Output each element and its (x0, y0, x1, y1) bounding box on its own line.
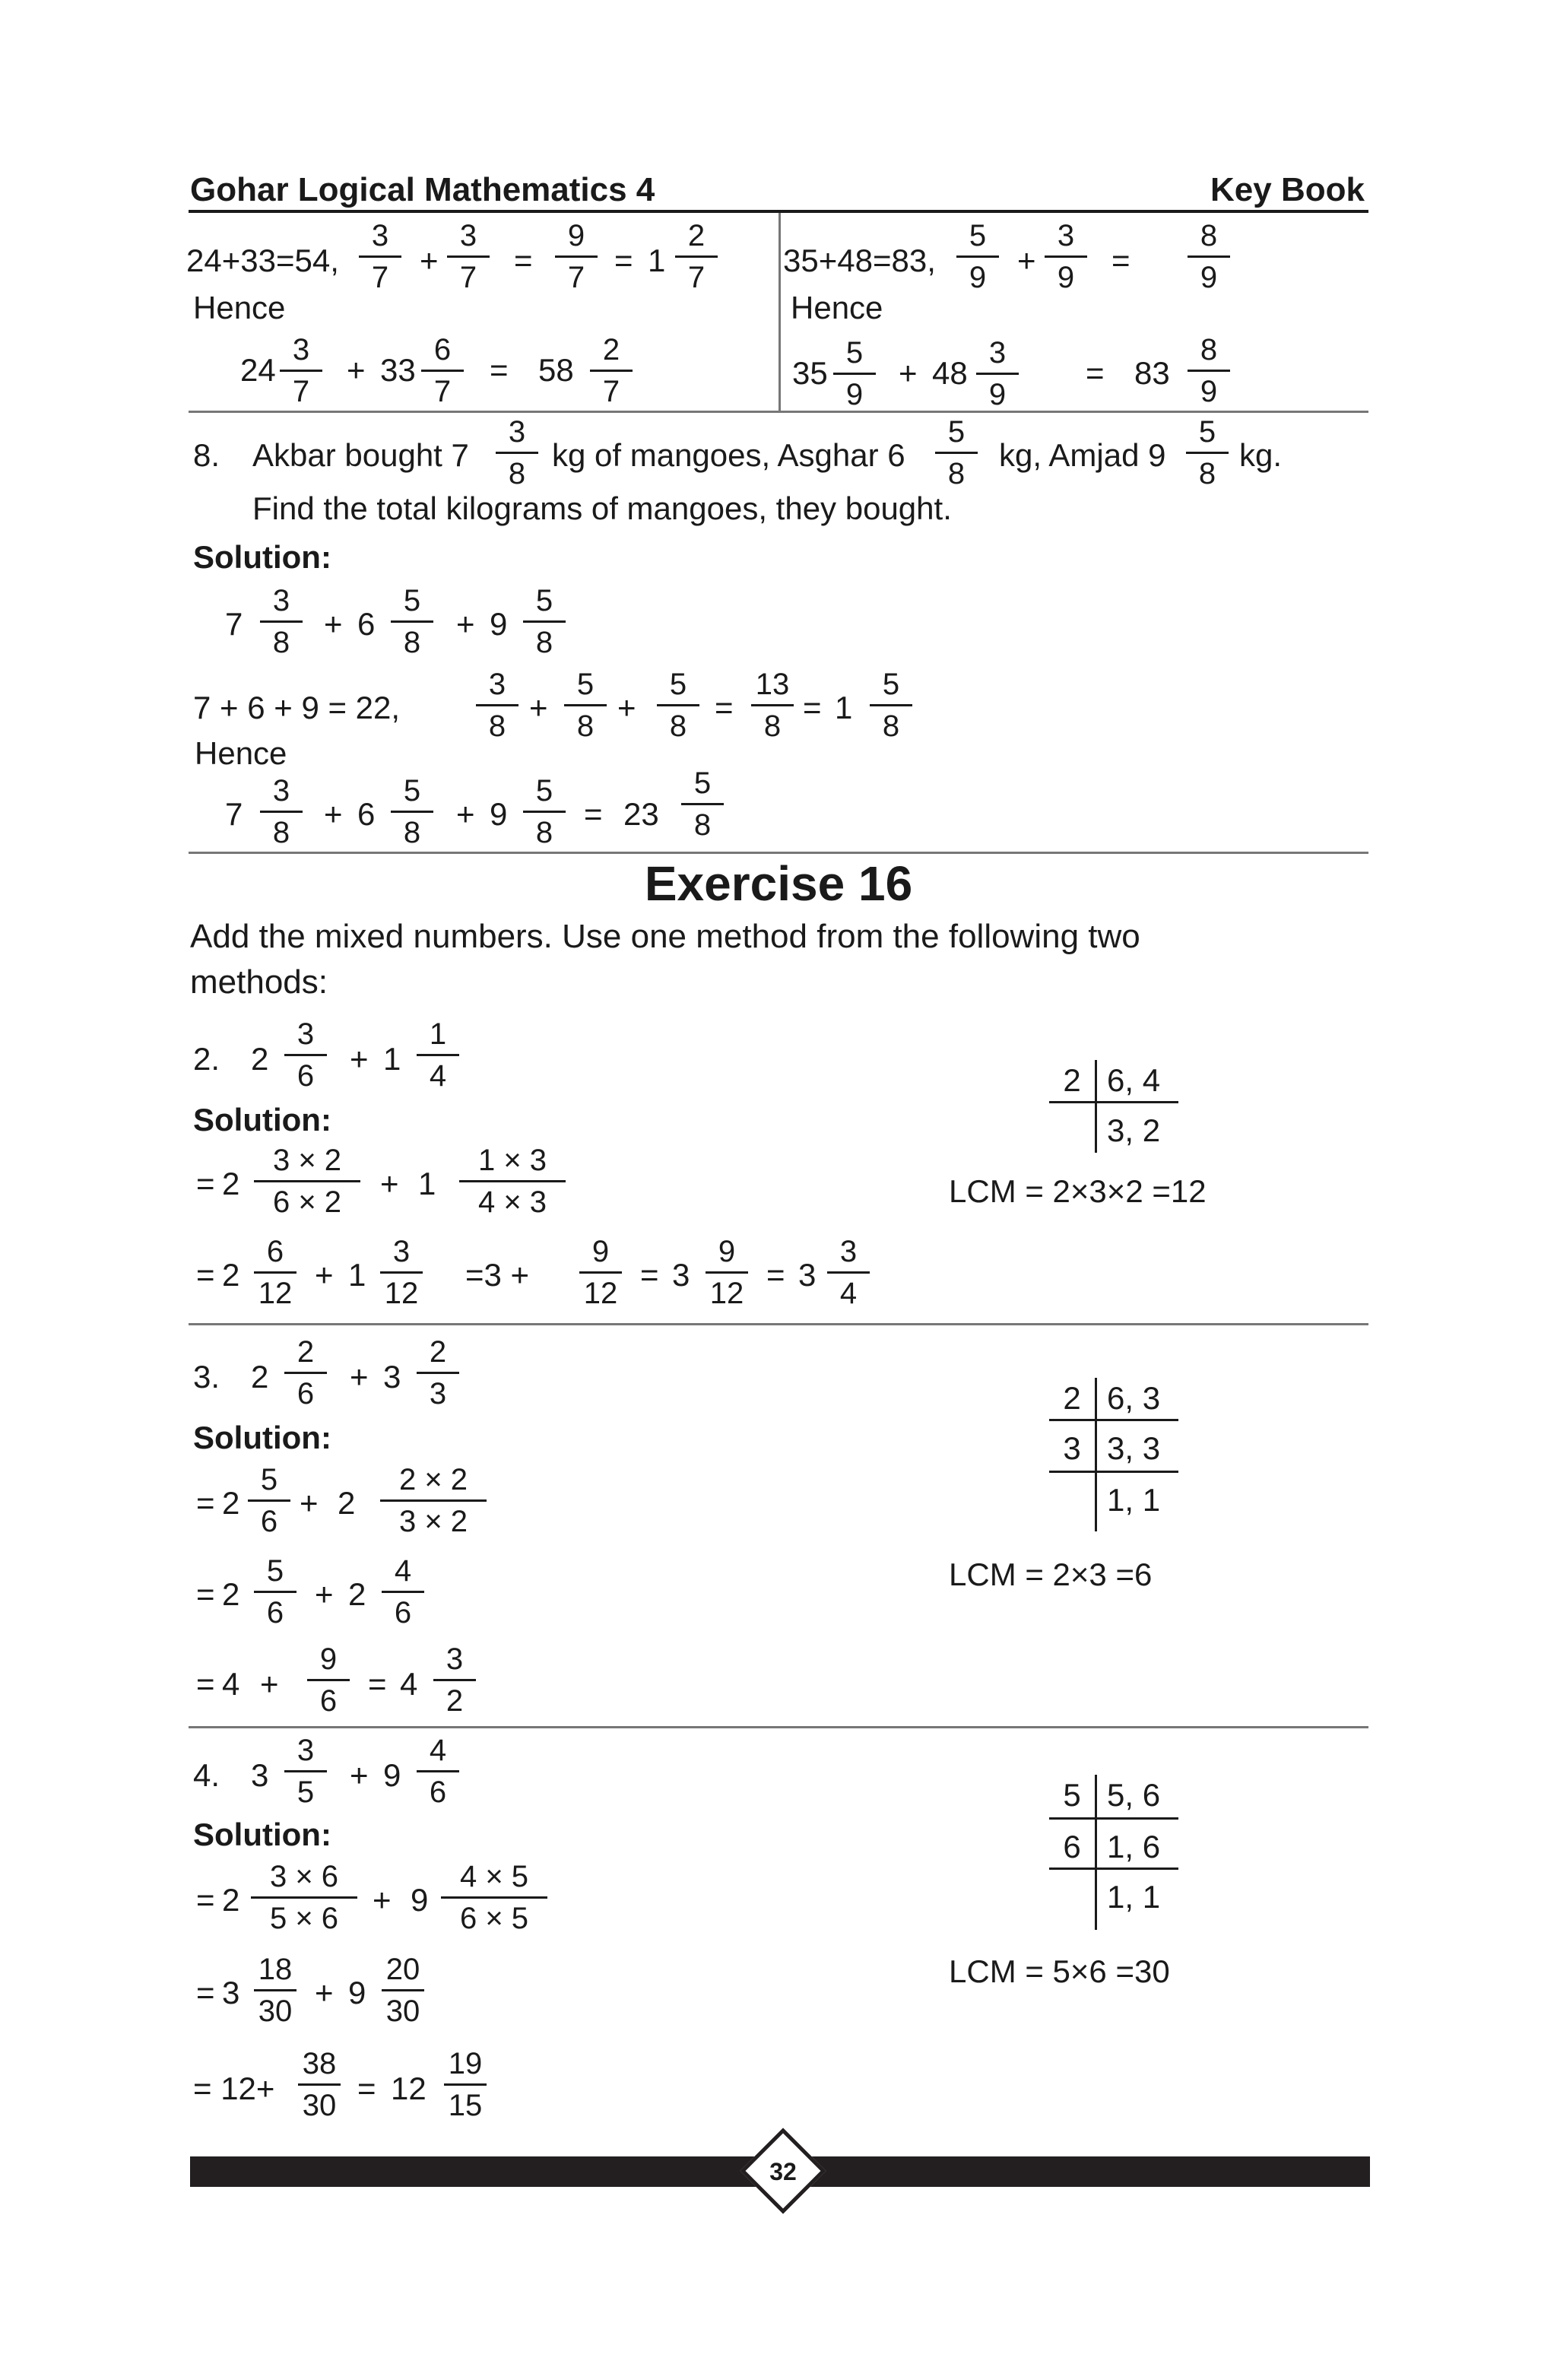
fraction: 5 9 (833, 338, 876, 410)
lcm-result: LCM = 2×3×2 =12 (949, 1173, 1207, 1209)
lcm-result: LCM = 5×6 =30 (949, 1953, 1170, 1989)
fraction: 5 8 (681, 768, 724, 840)
exercise-intro: methods: (190, 963, 328, 1001)
lcm-values: 1, 1 (1107, 1879, 1161, 1915)
equals: = (584, 796, 603, 832)
plus: + (456, 796, 475, 832)
lcm-divisor: 5 (1063, 1777, 1081, 1813)
step-text: =3 + (465, 1257, 530, 1293)
whole: 2 (222, 1576, 240, 1612)
equals: = (715, 690, 734, 725)
lcm-divisor: 2 (1063, 1380, 1081, 1416)
whole: 33 (380, 352, 416, 388)
whole: 83 (1134, 355, 1170, 391)
lcm-divisor: 6 (1063, 1829, 1081, 1864)
whole: 1 (835, 690, 853, 725)
plus: + (380, 1166, 399, 1201)
lcm-rule (1049, 1101, 1178, 1103)
plus: + (420, 243, 439, 278)
fraction: 3 8 (496, 417, 538, 489)
lcm-values: 3, 2 (1107, 1112, 1161, 1148)
key-book-label: Key Book (1210, 171, 1365, 208)
fraction: 19 15 (444, 2048, 487, 2121)
lcm-rule (1049, 1817, 1178, 1820)
whole: 9 (411, 1882, 429, 1918)
equals: = (1111, 243, 1130, 278)
fraction: 3 2 (433, 1644, 476, 1716)
plus: + (373, 1882, 392, 1918)
q8-text: kg, Amjad 9 (999, 437, 1166, 473)
lcm-values: 1, 6 (1107, 1829, 1161, 1864)
equals: = (196, 1576, 215, 1612)
section-rule (189, 1726, 1368, 1728)
fraction: 3 × 2 6 × 2 (254, 1145, 360, 1217)
tl-sum: 24+33=54, (186, 243, 339, 278)
equals: = (196, 1166, 215, 1201)
plus: + (300, 1485, 319, 1521)
lcm-values: 5, 6 (1107, 1777, 1161, 1813)
plus: + (347, 352, 366, 388)
plus: + (350, 1359, 369, 1395)
fraction: 5 8 (935, 417, 978, 489)
lcm-rule (1049, 1868, 1178, 1870)
plus: + (529, 690, 548, 725)
plus: + (315, 1975, 334, 2010)
fraction: 5 8 (523, 776, 566, 848)
fraction: 3 4 (827, 1236, 870, 1309)
fraction: 5 9 (956, 221, 999, 293)
question-number: 3. (193, 1359, 220, 1395)
equals: = (640, 1257, 659, 1293)
whole: 7 (225, 796, 243, 832)
whole: 2 (251, 1041, 269, 1077)
whole: 3 (251, 1757, 269, 1793)
equals: = (1086, 355, 1105, 391)
plus: + (324, 606, 343, 642)
fraction: 1 × 3 4 × 3 (459, 1145, 566, 1217)
whole: 2 (251, 1359, 269, 1395)
plus: + (350, 1757, 369, 1793)
exercise-intro: Add the mixed numbers. Use one method from the following two (190, 918, 1140, 955)
lcm-rule (1095, 1378, 1097, 1531)
fraction: 1 4 (417, 1019, 459, 1091)
fraction: 8 9 (1188, 221, 1230, 293)
fraction: 18 30 (254, 1954, 296, 2026)
lcm-values: 1, 1 (1107, 1482, 1161, 1518)
whole: 23 (623, 796, 659, 832)
fraction: 5 8 (870, 669, 912, 741)
plus: + (617, 690, 636, 725)
lcm-rule (1095, 1775, 1097, 1930)
equals: = (357, 2071, 376, 2106)
column-divider (778, 213, 781, 411)
lcm-result: LCM = 2×3 =6 (949, 1557, 1153, 1592)
page-number: 32 (769, 2158, 797, 2185)
fraction: 9 7 (555, 221, 598, 293)
whole: 3 (383, 1359, 401, 1395)
fraction: 3 7 (359, 221, 401, 293)
fraction: 3 8 (260, 585, 303, 658)
fraction: 5 6 (248, 1464, 290, 1537)
equals: = (196, 1485, 215, 1521)
fraction: 4 6 (382, 1556, 424, 1628)
whole: 9 (490, 796, 508, 832)
whole: 2 (338, 1485, 356, 1521)
q8-text: Akbar bought 7 (252, 437, 469, 473)
section-rule (189, 852, 1368, 854)
fraction: 3 12 (380, 1236, 423, 1309)
fraction: 3 5 (284, 1735, 327, 1807)
fraction: 9 12 (706, 1236, 748, 1309)
whole: 6 (357, 606, 376, 642)
book-title: Gohar Logical Mathematics 4 (190, 171, 655, 208)
fraction: 3 7 (280, 335, 322, 407)
fraction: 2 3 (417, 1337, 459, 1409)
equals: = (196, 1882, 215, 1918)
fraction: 5 8 (1186, 417, 1229, 489)
plus: + (899, 355, 918, 391)
hence-label: Hence (193, 290, 286, 325)
q8-line2: Find the total kilograms of mangoes, they bought. (252, 490, 952, 526)
fraction: 3 8 (476, 669, 518, 741)
whole: 1 (648, 243, 666, 278)
whole: 24 (240, 352, 276, 388)
whole: 1 (383, 1041, 401, 1077)
hence-label: Hence (195, 735, 287, 771)
whole: 4 (400, 1666, 418, 1702)
plus: + (456, 606, 475, 642)
whole: 3 (222, 1975, 240, 2010)
fraction: 5 8 (391, 585, 433, 658)
solution-label: Solution: (193, 1817, 331, 1852)
fraction: 2 × 2 3 × 2 (380, 1464, 487, 1537)
lcm-values: 6, 4 (1107, 1062, 1161, 1098)
whole: 2 (222, 1485, 240, 1521)
fraction: 2 7 (675, 221, 718, 293)
whole: 9 (490, 606, 508, 642)
fraction: 13 8 (751, 669, 794, 741)
fraction: 9 12 (579, 1236, 622, 1309)
hence-label: Hence (791, 290, 883, 325)
solution-label: Solution: (193, 539, 331, 575)
whole: 35 (792, 355, 828, 391)
whole: 3 (798, 1257, 817, 1293)
fraction: 3 9 (976, 338, 1019, 410)
tr-sum: 35+48=83, (783, 243, 936, 278)
sum-wholes: 7 + 6 + 9 = 22, (193, 690, 401, 725)
lcm-values: 3, 3 (1107, 1430, 1161, 1466)
equals: = (196, 1975, 215, 2010)
question-number: 2. (193, 1041, 220, 1077)
whole: 1 (418, 1166, 436, 1201)
lcm-values: 6, 3 (1107, 1380, 1161, 1416)
lcm-divisor: 2 (1063, 1062, 1081, 1098)
fraction: 3 7 (447, 221, 490, 293)
equals: = (196, 1666, 215, 1702)
plus: + (260, 1666, 279, 1702)
plus: + (1017, 243, 1036, 278)
equals: = (766, 1257, 785, 1293)
section-rule (189, 1323, 1368, 1325)
exercise-title: Exercise 16 (644, 856, 913, 911)
fraction: 5 8 (523, 585, 566, 658)
section-rule (189, 411, 1368, 413)
plus: + (324, 796, 343, 832)
question-number: 8. (193, 437, 220, 473)
solution-label: Solution: (193, 1420, 331, 1455)
whole: 12 (391, 2071, 427, 2106)
whole: 4 (222, 1666, 240, 1702)
question-number: 4. (193, 1757, 220, 1793)
whole: 2 (222, 1882, 240, 1918)
plus: + (350, 1041, 369, 1077)
fraction: 9 6 (307, 1644, 350, 1716)
fraction: 20 30 (382, 1954, 424, 2026)
equals: = (614, 243, 633, 278)
lcm-rule (1049, 1471, 1178, 1473)
fraction: 5 6 (254, 1556, 296, 1628)
lcm-divisor: 3 (1063, 1430, 1081, 1466)
whole: 2 (222, 1166, 240, 1201)
fraction: 8 9 (1188, 335, 1230, 407)
whole: 3 (672, 1257, 690, 1293)
fraction: 6 12 (254, 1236, 296, 1309)
fraction: 3 9 (1045, 221, 1087, 293)
plus: + (315, 1576, 334, 1612)
equals: = (196, 1257, 215, 1293)
fraction: 2 7 (590, 335, 633, 407)
q8-text: kg. (1239, 437, 1283, 473)
whole: 1 (348, 1257, 366, 1293)
fraction: 3 × 6 5 × 6 (251, 1861, 357, 1934)
equals: = (803, 690, 822, 725)
equals: = (368, 1666, 387, 1702)
fraction: 4 6 (417, 1735, 459, 1807)
whole: 9 (348, 1975, 366, 2010)
solution-label: Solution: (193, 1102, 331, 1138)
fraction: 2 6 (284, 1337, 327, 1409)
q8-text: kg of mangoes, Asghar 6 (552, 437, 905, 473)
plus: + (315, 1257, 334, 1293)
fraction: 5 8 (657, 669, 699, 741)
fraction: 38 30 (298, 2048, 341, 2121)
equals: = (490, 352, 509, 388)
fraction: 5 8 (391, 776, 433, 848)
fraction: 3 8 (260, 776, 303, 848)
lcm-rule (1095, 1060, 1097, 1153)
fraction: 3 6 (284, 1019, 327, 1091)
fraction: 4 × 5 6 × 5 (441, 1861, 547, 1934)
fraction: 6 7 (421, 335, 464, 407)
whole: 9 (383, 1757, 401, 1793)
whole: 7 (225, 606, 243, 642)
lcm-rule (1049, 1419, 1178, 1421)
fraction: 5 8 (564, 669, 607, 741)
whole: 6 (357, 796, 376, 832)
step-text: = 12+ (193, 2071, 275, 2106)
whole: 2 (348, 1576, 366, 1612)
whole: 2 (222, 1257, 240, 1293)
equals: = (514, 243, 533, 278)
whole: 48 (932, 355, 968, 391)
whole: 58 (538, 352, 574, 388)
